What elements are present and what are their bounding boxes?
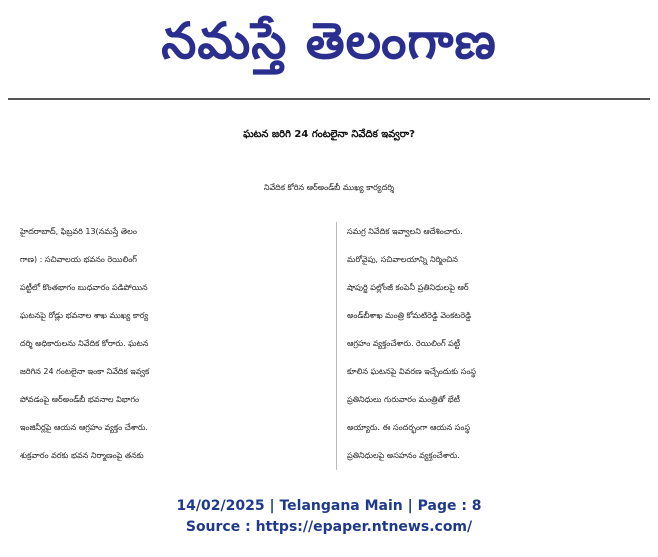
edition-info: 14/02/2025 | Telangana Main | Page : 8: [176, 498, 482, 514]
body-line: ఆగ్రహం వ్యక్తంచేశారు. రెయిలింగ్ పట్టీ: [347, 339, 461, 348]
article-left-column: [20, 218, 328, 470]
body-line: పట్టీలో కొంతభాగం బుధవారం పడిపోయిన: [20, 283, 148, 292]
body-line: దర్శి అధికారులను నివేదిక కోరారు. ఘటన: [20, 339, 149, 348]
source-link: Source : https://epaper.ntnews.com/: [185, 519, 473, 535]
newspaper-masthead: [0, 6, 658, 76]
body-line: అండ్‌బీశాఖ మంత్రి కోమటిరెడ్డి వెంకటరెడ్డి: [347, 311, 472, 320]
body-line: అయ్యారు. ఈ సందర్భంగా ఆయన సంస్థ: [347, 423, 471, 432]
body-line: హైదరాబాద్, ఫిబ్రవరి 13(నమస్తే తెలం: [20, 227, 137, 236]
body-line: గాణ) : సచివాలయ భవనం రెయిలింగ్: [20, 255, 137, 264]
body-line: ఘటనపై రోడ్లు భవనాల శాఖ ముఖ్య కార్య: [20, 311, 149, 320]
article-right-column: [347, 218, 647, 470]
masthead-divider: [8, 98, 650, 100]
body-line: సమగ్ర నివేదిక ఇవ్వాలని ఆదేశించారు.: [347, 227, 463, 236]
body-line: శుక్రవారం వరకు భవన నిర్మాణంపై తనకు: [20, 451, 144, 460]
column-divider: [336, 222, 337, 470]
article-headline: ఘటన జరిగి 24 గంటలైనా నివేదిక ఇవ్వరా?: [243, 129, 415, 140]
newspaper-logo-text: నమస్తే తెలంగాణ: [161, 12, 497, 70]
body-line: ప్రతినిధులపై అసహనం వ్యక్తంచేశారు.: [347, 451, 460, 460]
body-line: ప్రతినిధులు గురువారం మంత్రితో భేటీ: [347, 395, 460, 404]
body-line: షాపుర్జి పల్లోంజీ కంపెనీ ప్రతినిధులపై ఆర్: [347, 283, 469, 292]
body-line: పోవడంపై ఆర్‌అండ్‌బీ భవనాల విభాగం: [20, 395, 140, 404]
body-line: ఇంజినీర్లపై ఆయన ఆగ్రహం వ్యక్తం చేశారు.: [20, 423, 148, 432]
body-line: జరిగిన 24 గంటలైనా ఇంకా నివేదిక ఇవ్వక: [20, 367, 150, 376]
body-line: మరోవైపు, సచివాలయాన్ని నిర్మించిన: [347, 255, 458, 264]
body-line: కూలిన ఘటనపై వివరణ ఇచ్చేందుకు సంస్థ: [347, 367, 477, 376]
article-subheadline: నివేదిక కోరిన ఆర్‌అండ్‌బీ ముఖ్య కార్యదర్శి: [263, 183, 395, 192]
